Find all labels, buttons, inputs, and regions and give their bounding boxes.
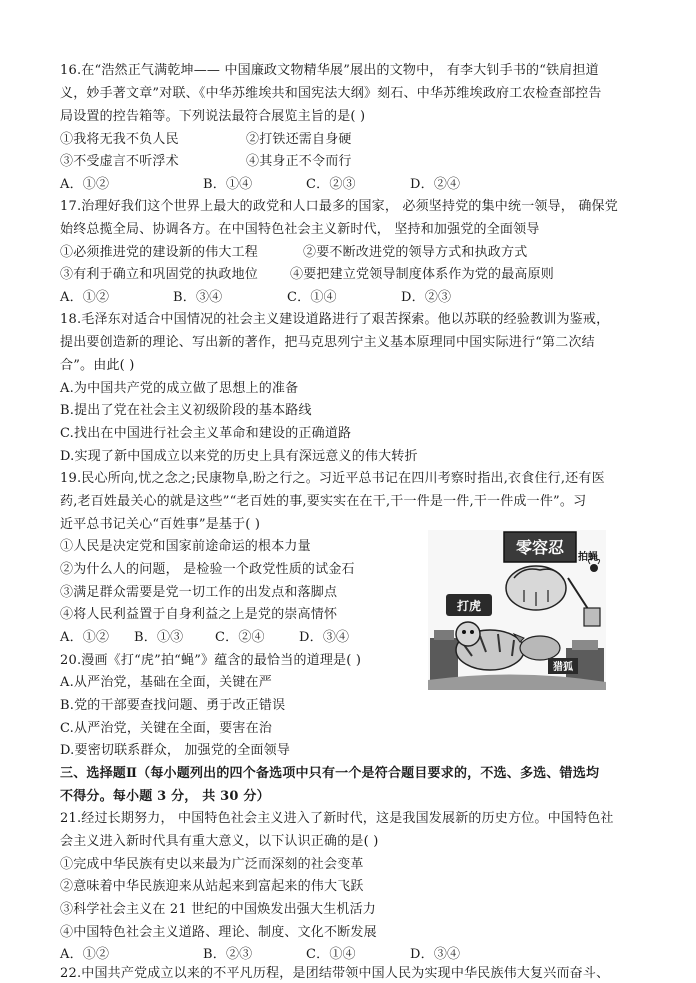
q21-option-a: A．①② [60, 947, 110, 962]
q16-stem-line-3: 局设置的控告箱等。下列说法最符合展览主旨的是( ) [60, 109, 366, 124]
q17-item-4: ④要把建立党领导制度体系作为党的最高原则 [290, 267, 555, 282]
q21-item-3: ③科学社会主义在 21 世纪的中国焕发出强大生机活力 [60, 902, 377, 917]
q19-options [60, 630, 349, 646]
q19-item-2: ②为什么人的问题， 是检验一个政党性质的试金石 [60, 562, 355, 577]
q21-item-1: ①完成中华民族有史以来最为广泛而深刻的社会变革 [60, 857, 364, 872]
q17-options [60, 290, 451, 306]
q19-stem-line-2: 药,老百姓最关心的就是这些”“老百姓的事,要实实在在干,干一件是一件,干一件成一件”。习 [60, 494, 587, 509]
section3-heading-line-1: 三、选择题Ⅱ（每小题列出的四个备选项中只有一个是符合题目要求的，不选、多选、错选均 [60, 766, 600, 781]
q18-stem-line-2: 提出要创造新的理论、写出新的著作，把马克思列宁主义基本原理同中国实际进行“第二次结 [60, 335, 595, 350]
q20-option-c: C.从严治党，关键在全面，要害在治 [60, 721, 273, 736]
q18-option-d: D.实现了新中国成立以来党的历史上具有深远意义的伟大转折 [60, 449, 418, 464]
q18-option-a: A.为中国共产党的成立做了思想上的准备 [60, 381, 299, 396]
fox-icon [520, 636, 560, 660]
q17-option-a: A．①② [60, 290, 110, 305]
q17-items-row-1 [60, 245, 527, 261]
q16-item-2: ②打铁还需自身硬 [246, 132, 352, 147]
q19-stem-line-1: 19.民心所向,忧之念之;民康物阜,盼之行之。习近平总书记在四川考察时指出,衣食住行,还有医 [60, 471, 605, 486]
q20-option-d: D.要密切联系群众， 加强党的全面领导 [60, 743, 291, 758]
q21-option-d: D．③④ [410, 947, 461, 962]
q18-stem-line-1: 18.毛泽东对适合中国情况的社会主义建设道路进行了艰苦探索。他以苏联的经验教训为鉴戒， [60, 312, 610, 327]
q16-option-c: C．②③ [306, 177, 356, 192]
q17-stem-line-2: 始终总揽全局、协调各方。在中国特色社会主义新时代， 坚持和加强党的全面领导 [60, 222, 540, 237]
section3-heading-line-2: 不得分。每小题 3 分， 共 30 分） [60, 789, 270, 804]
q19-item-4: ④将人民利益置于自身利益之上是党的崇高情怀 [60, 607, 338, 622]
q19-option-a: A．①② [60, 630, 110, 645]
q20-option-a: A.从严治党，基础在全面，关键在严 [60, 675, 272, 690]
fox-label: 猎狐 [553, 662, 573, 673]
fly-icon [590, 564, 598, 572]
q16-option-a: A．①② [60, 177, 110, 192]
q20-option-b: B.党的干部要查找问题、勇于改正错误 [60, 698, 286, 713]
q21-stem-line-1: 21.经过长期努力， 中国特色社会主义进入了新时代，这是我国发展新的历史方位。中国特色社 [60, 811, 614, 826]
q16-option-d: D．②④ [410, 177, 461, 192]
sign-text: 零容忍 [515, 538, 565, 557]
q16-stem-line-2: 义，妙手著文章”对联、《中华苏维埃共和国宪法大纲》刻石、中华苏维埃政府工农检查部控告 [60, 86, 602, 101]
q21-option-b: B．②③ [203, 947, 253, 962]
q17-stem-line-1: 17.治理好我们这个世界上最大的政党和人口最多的国家， 必须坚持党的集中统一领导， 确保党 [60, 199, 618, 214]
q19-item-3: ③满足群众需要是党一切工作的出发点和落脚点 [60, 585, 338, 600]
q18-option-b: B.提出了党在社会主义初级阶段的基本路线 [60, 403, 312, 418]
q17-option-b: B．③④ [173, 290, 223, 305]
q21-stem-line-2: 会主义进入新时代具有重大意义，以下认识正确的是( ) [60, 834, 379, 849]
tiger-label: 打虎 [456, 599, 482, 613]
fly-label: 拍蝇 [578, 552, 598, 563]
q19-option-b: B．①③ [134, 630, 184, 645]
q17-item-2: ②要不断改进党的领导方式和执政方式 [303, 245, 528, 260]
q21-options [60, 947, 460, 963]
q22-stem-line-1: 22.中国共产党成立以来的不平凡历程，是团结带领中国人民为实现中华民族伟大复兴而奋斗、 [60, 966, 610, 981]
q19-option-c: C．②④ [215, 630, 265, 645]
q16-options [60, 177, 460, 193]
q21-item-4: ④中国特色社会主义道路、理论、制度、文化不断发展 [60, 925, 377, 940]
q19-option-d: D．③④ [299, 630, 350, 645]
q17-item-1: ①必须推进党的建设新的伟大工程 [60, 245, 259, 260]
q16-item-4: ④其身正不令而行 [246, 154, 352, 169]
q17-option-c: C．①④ [287, 290, 337, 305]
q18-option-c: C.找出在中国进行社会主义革命和建设的正确道路 [60, 426, 352, 441]
q17-item-3: ③有利于确立和巩固党的执政地位 [60, 267, 259, 282]
q16-item-1: ①我将无我不负人民 [60, 132, 179, 147]
q16-items-row-2 [60, 154, 352, 170]
q18-stem-line-3: 合”。由此( ) [60, 358, 135, 373]
q16-option-b: B．①④ [203, 177, 253, 192]
q19-stem-line-3: 近平总书记关心“百姓事”是基于( ) [60, 517, 261, 532]
q21-item-2: ②意味着中华民族迎来从站起来到富起来的伟大飞跃 [60, 879, 364, 894]
q21-option-c: C．①④ [306, 947, 356, 962]
q19-item-1: ①人民是决定党和国家前途命运的根本力量 [60, 539, 311, 554]
q16-item-3: ③不受虚言不听浮术 [60, 154, 179, 169]
anti-corruption-cartoon [428, 530, 606, 690]
q16-items-row-1 [60, 132, 352, 148]
q16-stem-line-1: 16.在“浩然正气满乾坤—— 中国廉政文物精华展”展出的文物中， 有李大钊手书的“铁肩担道 [60, 63, 599, 78]
q17-items-row-2 [60, 267, 554, 283]
q20-stem: 20.漫画《打“虎”拍“蝇”》蕴含的最恰当的道理是( ) [60, 653, 362, 668]
q17-option-d: D．②③ [401, 290, 452, 305]
